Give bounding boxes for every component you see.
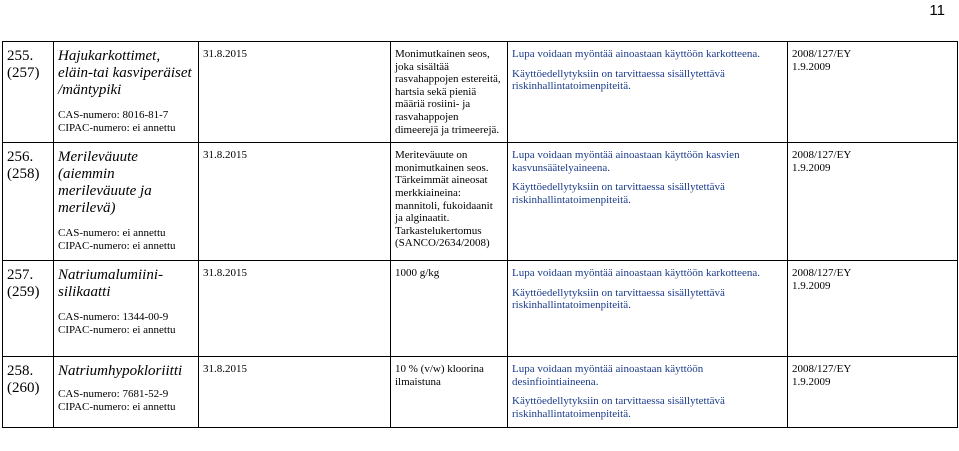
conditions-cell: [508, 143, 788, 261]
directive-ref: 2008/127/EY: [792, 149, 852, 162]
directive-ref: 2008/127/EY: [792, 48, 852, 60]
table-row: [3, 42, 958, 143]
condition-main: Lupa voidaan myöntää ainoastaan käyttöön desinfiointiaineena.: [512, 363, 704, 388]
directive-ref: 2008/127/EY: [792, 363, 852, 376]
substance-name: Natriumalumiini-silikaatti: [58, 267, 164, 301]
table-row: [3, 357, 958, 427]
purity-cell: Monimutkainen seos, joka sisältää rasvahappojen estereitä, hartsia sekä pieniä määriä rosiini- ja rasvahappojen dimeerejä ja trimeerejä.: [391, 42, 508, 143]
purity-cell: Meriteväuute on monimutkainen seos. Tärkeimmät aineosat merkkiaineina: mannitoli, fukoidaanit ja alginaatit. Tarkastelukertomus (SANCO/2634/2008): [391, 143, 508, 261]
entry-number: 256.: [7, 149, 34, 166]
date-cell: 31.8.2015: [199, 143, 391, 261]
directive-date: 1.9.2009: [792, 60, 831, 73]
cipac-number: CIPAC-numero: ei annettu: [58, 239, 176, 252]
substance-name: Hajukarkottimet, eläin-tai kasviperäiset /mäntypiki: [58, 48, 192, 98]
entry-number-cell: [3, 261, 54, 357]
substance-cell: [54, 357, 199, 427]
directive-cell: [788, 357, 958, 427]
cas-number: CAS-numero: ei annettu: [58, 227, 166, 240]
substance-table: [2, 41, 958, 428]
page-number: 11: [929, 2, 945, 19]
entry-alt-number: (259): [7, 284, 40, 301]
date-cell: 31.8.2015: [199, 261, 391, 357]
condition-main: Lupa voidaan myöntää ainoastaan käyttöön karkotteena.: [512, 48, 761, 60]
entry-alt-number: (258): [7, 166, 40, 183]
directive-cell: [788, 261, 958, 357]
directive-date: 1.9.2009: [792, 161, 831, 174]
directive-ref: 2008/127/EY: [792, 267, 852, 280]
entry-number: 258.: [7, 363, 34, 380]
condition-sub: Käyttöedellytyksiin on tarvittaessa sisällytettävä riskinhallintatoimenpiteitä.: [512, 286, 725, 312]
purity-cell: 10 % (v/w) kloorina ilmaistuna: [391, 357, 508, 427]
cas-number: CAS-numero: 7681-52-9: [58, 388, 169, 401]
entry-number-cell: [3, 143, 54, 261]
entry-number-cell: [3, 42, 54, 143]
directive-date: 1.9.2009: [792, 375, 831, 388]
date-cell: 31.8.2015: [199, 357, 391, 427]
cas-number: CAS-numero: 1344-00-9: [58, 311, 169, 324]
entry-alt-number: (260): [7, 380, 40, 397]
directive-cell: [788, 42, 958, 143]
substance-cell: [54, 143, 199, 261]
conditions-cell: [508, 357, 788, 427]
substance-name: Natriumhypokloriitti: [58, 363, 183, 380]
substance-cell: [54, 42, 199, 143]
condition-sub: Käyttöedellytyksiin on tarvittaessa sisällytettävä riskinhallintatoimenpiteitä.: [512, 67, 725, 93]
cipac-number: CIPAC-numero: ei annettu: [58, 400, 176, 413]
condition-main: Lupa voidaan myöntää ainoastaan käyttöön karkotteena.: [512, 267, 761, 280]
directive-cell: [788, 143, 958, 261]
conditions-cell: [508, 261, 788, 357]
condition-sub: Käyttöedellytyksiin on tarvittaessa sisällytettävä riskinhallintatoimenpiteitä.: [512, 395, 725, 420]
purity-cell: 1000 g/kg: [391, 261, 508, 357]
entry-number-cell: [3, 357, 54, 427]
cipac-number: CIPAC-numero: ei annettu: [58, 121, 176, 134]
entry-number: 255.: [7, 48, 34, 64]
substance-cell: [54, 261, 199, 357]
cas-number: CAS-numero: 8016-81-7: [58, 109, 169, 121]
entry-alt-number: (257): [7, 65, 40, 81]
date-cell: 31.8.2015: [199, 42, 391, 143]
condition-sub: Käyttöedellytyksiin on tarvittaessa sisällytettävä riskinhallintatoimenpiteitä.: [512, 181, 725, 206]
cipac-number: CIPAC-numero: ei annettu: [58, 323, 176, 336]
directive-date: 1.9.2009: [792, 279, 831, 292]
table-row: [3, 261, 958, 357]
substance-name: Merileväuute (aiemmin merileväuute ja merilevä): [58, 149, 152, 217]
condition-main: Lupa voidaan myöntää ainoastaan käyttöön kasvien kasvunsäätelyaineena.: [512, 149, 740, 174]
conditions-cell: [508, 42, 788, 143]
table-row: [3, 143, 958, 261]
entry-number: 257.: [7, 267, 34, 284]
